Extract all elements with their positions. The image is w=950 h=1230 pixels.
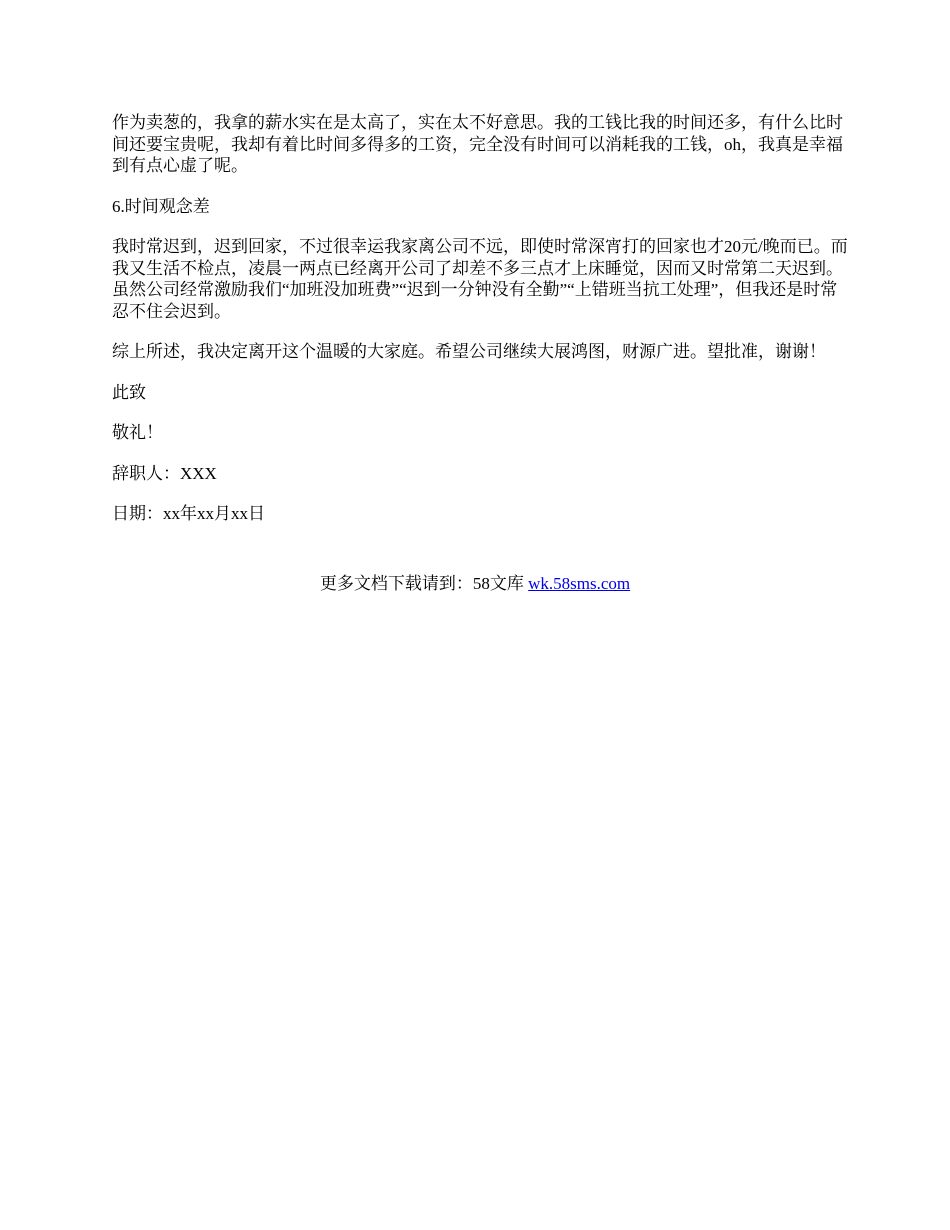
closing-respect: 敬礼！ [112,423,163,442]
document-body [112,112,852,544]
closing-salutation: 此致 [112,382,146,402]
footer-prefix: 更多文档下载请到：58文库 [319,574,529,593]
paragraph-salary: 作为卖葱的，我拿的薪水实在是太高了，实在太不好意思。我的工钱比我的时间还多，有什么比时间还要宝贵呢，我却有着比时间多得多的工资，完全没有时间可以消耗我的工钱，oh，我真是幸福到有点心虚了呢。 [112,113,843,175]
paragraph-conclusion: 综上所述，我决定离开这个温暖的大家庭。希望公司继续大展鸿图，财源广进。望批准，谢谢！ [112,342,826,361]
paragraph-lateness: 我时常迟到，迟到回家，不过很幸运我家离公司不远，即使时常深宵打的回家也才20元/晚而已。而我又生活不检点，凌晨一两点已经离开公司了却差不多三点才上床睡觉，因而又时常第二天迟到。虽然公司经常激励我们“加班没加班费”“迟到一分钟没有全勤”“上错班当抗工处理”，但我还是时常忍不住会迟到。 [112,237,848,321]
signature-line: 辞职人：XXX [112,463,217,483]
date-line: 日期：xx年xx月xx日 [112,504,265,523]
section-heading-time-concept: 6.时间观念差 [112,196,210,216]
download-footer [0,573,950,595]
footer-link[interactable]: wk.58sms.com [528,574,631,593]
